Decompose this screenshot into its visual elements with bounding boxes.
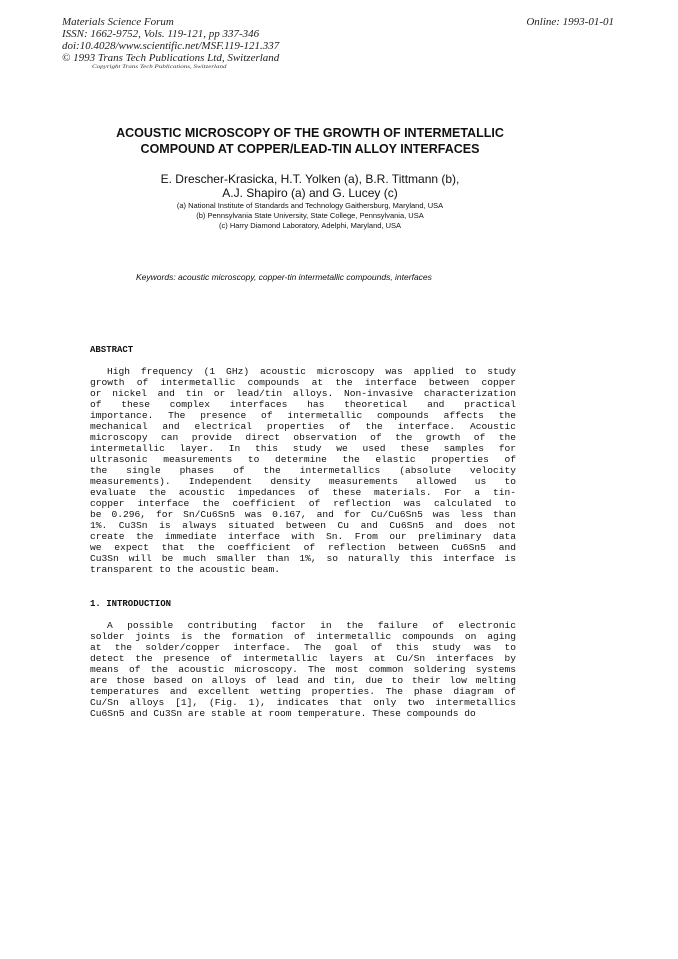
abstract-line: ultrasonic measurements to determine the elastic properties of [90,454,516,465]
authors [60,172,560,200]
affiliations [60,201,560,231]
abstract-line: intermetallic layer. In this study we used these samples for [90,443,516,454]
intro-line: A possible contributing factor in the failure of electronic [107,620,516,631]
affiliation-line: (b) Pennsylvania State University, State College, Pennsylvania, USA [196,211,424,220]
abstract-line: Cu3Sn will be much smaller than 1%, so naturally this interface is [90,553,516,564]
journal-meta [62,16,279,64]
abstract-line: transparent to the acoustic beam. [90,564,280,575]
intro-line: at the solder/copper interface. The goal of this study was to [90,642,516,653]
abstract-line: growth of intermetallic compounds at the interface between copper [90,377,516,388]
affiliation-line: (c) Harry Diamond Laboratory, Adelphi, Maryland, USA [218,221,402,230]
meta-line: ISSN: 1662-9752, Vols. 119-121, pp 337-346 [62,28,260,40]
abstract-line: of these complex interfaces has theoretical and practical [90,399,516,410]
abstract-line: evaluate the acoustic impedances of these materials. For a tin- [90,487,516,498]
copyright-stamp: Copyright Trans Tech Publications, Switzerland [92,64,227,70]
abstract-line: microscopy can provide direct observation of the growth of the [90,432,516,443]
paper-title [60,125,560,157]
title-line: COMPOUND AT COPPER/LEAD-TIN ALLOY INTERFACES [140,142,480,156]
abstract-line: or nickel and tin or lead/tin alloys. Non-invasive characterization [90,388,516,399]
abstract-line: copper interface the coefficient of reflection was calculated to [90,498,516,509]
meta-line: doi:10.4028/www.scientific.net/MSF.119-121.337 [62,40,280,52]
abstract-line: create the immediate interface with Sn. From our preliminary data [90,531,516,542]
abstract-line: 1%. Cu3Sn is always situated between Cu and Cu6Sn5 and does not [90,520,516,531]
introduction-body [90,620,516,719]
author-line: A.J. Shapiro (a) and G. Lucey (c) [222,186,398,200]
abstract-line: High frequency (1 GHz) acoustic microscopy was applied to study [107,366,516,377]
abstract-line: measurements). Independent density measurements allowed us to [90,476,516,487]
intro-line: detect the presence of intermetallic layers at Cu/Sn interfaces by [90,653,516,664]
abstract-heading: ABSTRACT [90,345,134,355]
abstract-line: be 0.296, for Sn/Cu6Sn5 was 0.167, and for Cu/Cu6Sn5 was less than [90,509,516,520]
intro-line: means of the acoustic microscopy. The most common soldering systems [90,664,516,675]
introduction-heading: 1. INTRODUCTION [90,599,172,609]
intro-line: are those based on alloys of lead and tin, due to their low melting [90,675,516,686]
intro-line: solder joints is the formation of intermetallic compounds on aging [90,631,516,642]
keywords: Keywords: acoustic microscopy, copper-tin intermetallic compounds, interfaces [136,272,432,282]
affiliation-line: (a) National Institute of Standards and Technology Gaithersburg, Maryland, USA [176,201,444,210]
abstract-line: importance. The presence of intermetallic compounds affects the [90,410,516,421]
online-date: Online: 1993-01-01 [526,16,614,28]
meta-line: Materials Science Forum [62,16,174,28]
abstract-line: the single phases of the intermetallics (absolute velocity [90,465,516,476]
abstract-line: we expect that the coefficient of reflection between Cu6Sn5 and [90,542,516,553]
author-line: E. Drescher-Krasicka, H.T. Yolken (a), B.R. Tittmann (b), [160,172,460,186]
abstract-body [90,366,516,575]
meta-line: © 1993 Trans Tech Publications Ltd, Switzerland [62,52,280,64]
abstract-line: mechanical and electrical properties of the interface. Acoustic [90,421,516,432]
intro-line: Cu6Sn5 and Cu3Sn are stable at room temperature. These compounds do [90,708,476,719]
intro-line: temperatures and excellent wetting properties. The phase diagram of [90,686,516,697]
intro-line: Cu/Sn alloys [1], (Fig. 1), indicates that only two intermetallics [90,697,516,708]
title-line: ACOUSTIC MICROSCOPY OF THE GROWTH OF INTERMETALLIC [116,126,504,140]
